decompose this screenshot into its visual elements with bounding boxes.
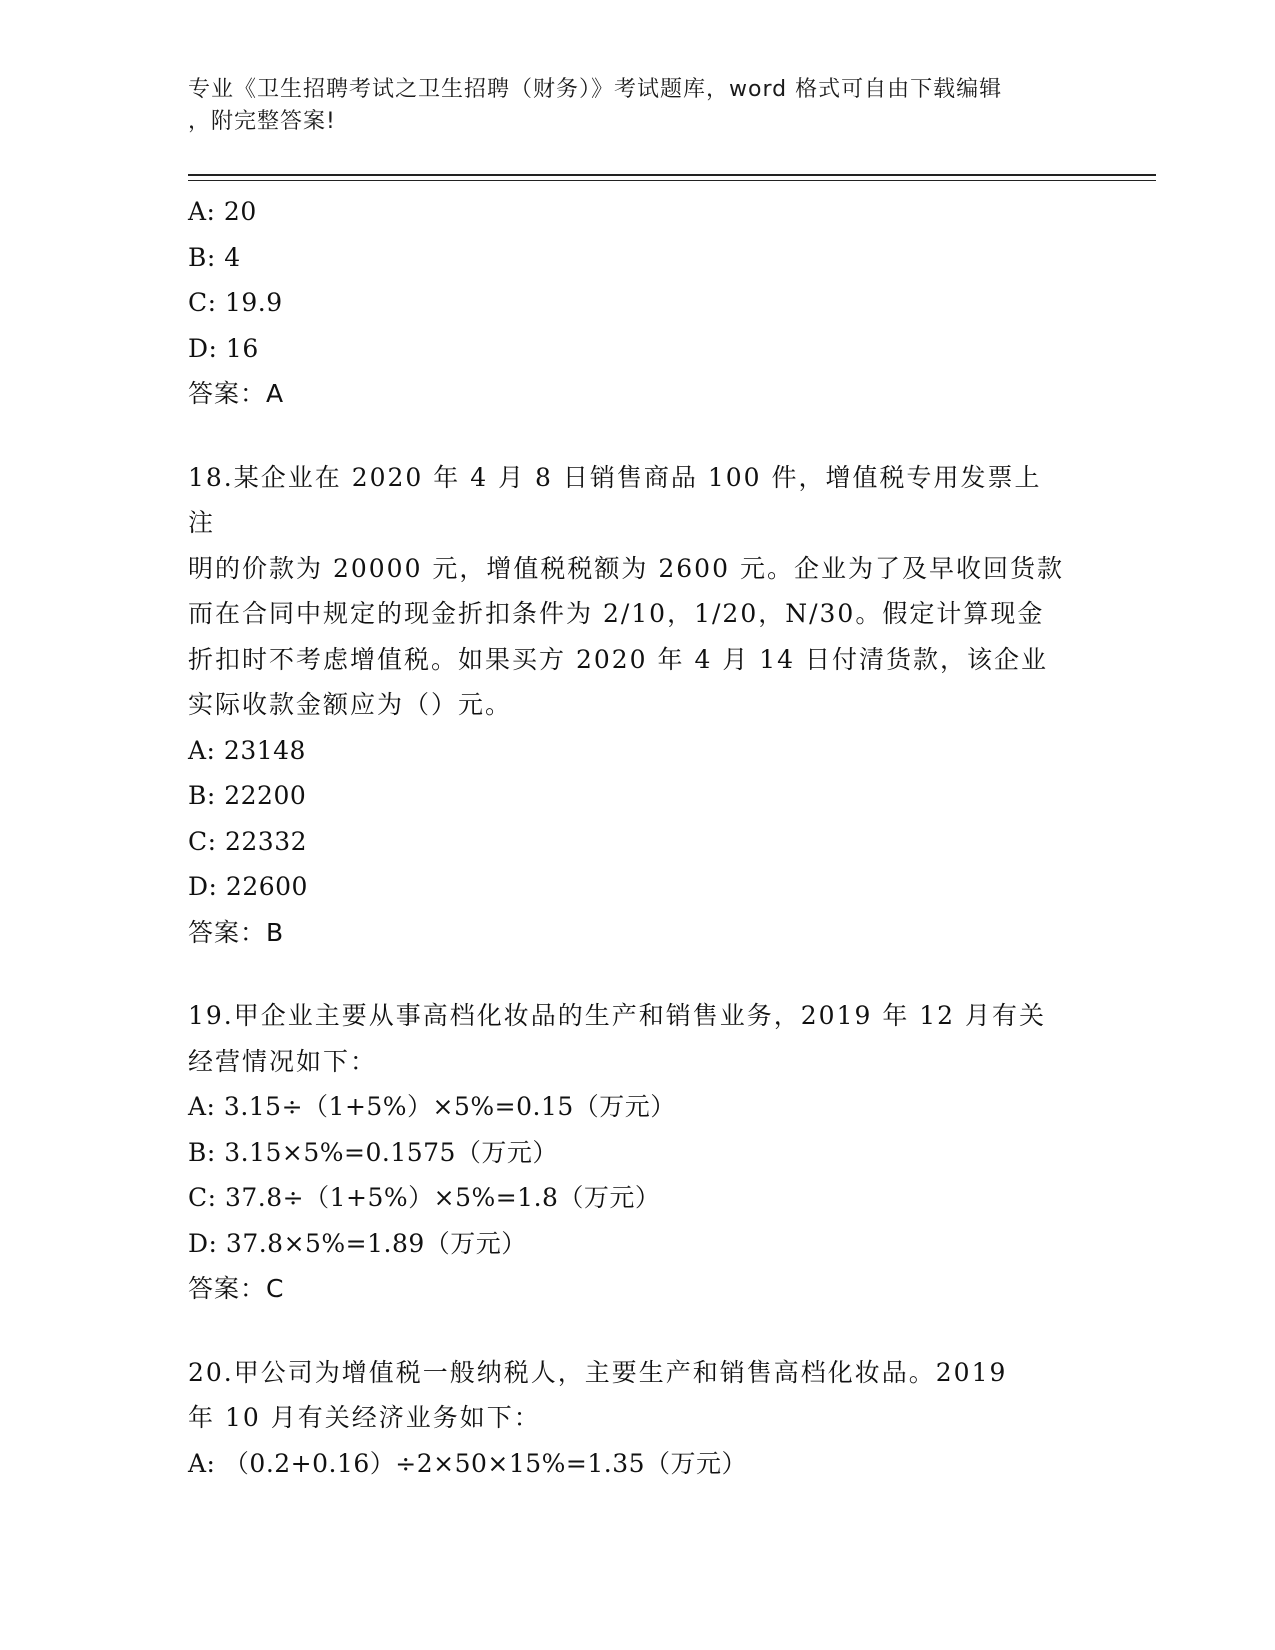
stem-line: 折扣时不考虑增值税。如果买方 2020 年 4 月 14 日付清货款，该企业	[188, 644, 1049, 674]
option-a: A: 23148	[188, 735, 306, 765]
option-a: A: 3.15÷（1+5%）×5%=0.15（万元）	[188, 1092, 676, 1121]
question-list	[188, 189, 1088, 1486]
option-c: C: 37.8÷（1+5%）×5%=1.8（万元）	[188, 1183, 661, 1212]
option-b: B: 3.15×5%=0.1575（万元）	[188, 1137, 558, 1167]
question-stem	[188, 455, 1068, 728]
stem-line: 经营情况如下：	[188, 1046, 378, 1076]
answer-line: 答案：B	[188, 917, 285, 947]
answer-line: 答案：C	[188, 1274, 285, 1303]
question-stem	[188, 993, 1068, 1084]
stem-line: 20.甲公司为增值税一般纳税人，主要生产和销售高档化妆品。2019	[188, 1357, 1008, 1387]
spacer	[188, 955, 1088, 993]
stem-line: 19.甲企业主要从事高档化妆品的生产和销售业务，2019 年 12 月有关	[188, 1001, 1047, 1030]
header-rule-thick	[188, 174, 1156, 176]
spacer	[188, 417, 1088, 455]
option-c: C: 19.9	[188, 288, 283, 317]
stem-line: 年 10 月有关经济业务如下：	[188, 1403, 541, 1432]
page-header	[188, 74, 1068, 138]
option-d: D: 22600	[188, 872, 308, 901]
header-rule-thin	[188, 180, 1156, 181]
spacer	[188, 1312, 1088, 1350]
option-a: A: （0.2+0.16）÷2×50×15%=1.35（万元）	[188, 1448, 748, 1478]
question-18	[188, 455, 1088, 956]
option-b: B: 22200	[188, 781, 307, 810]
question-stem	[188, 1350, 1068, 1441]
header-line-2: ，附完整答案!	[188, 109, 336, 134]
stem-line: 实际收款金额应为（）元。	[188, 690, 513, 719]
question-20	[188, 1350, 1088, 1487]
option-c: C: 22332	[188, 826, 308, 856]
option-d: D: 37.8×5%=1.89（万元）	[188, 1228, 527, 1258]
answer-line: 答案：A	[188, 379, 285, 408]
option-d: D: 16	[188, 333, 259, 363]
question-19	[188, 993, 1088, 1312]
stem-line: 而在合同中规定的现金折扣条件为 2/10，1/20，N/30。假定计算现金	[188, 599, 1045, 628]
question-17	[188, 189, 1088, 417]
option-b: B: 4	[188, 242, 241, 272]
stem-line: 明的价款为 20000 元，增值税税额为 2600 元。企业为了及早收回货款	[188, 553, 1064, 583]
option-a: A: 20	[188, 197, 257, 226]
stem-line: 18.某企业在 2020 年 4 月 8 日销售商品 100 件，增值税专用发票上注	[188, 462, 1042, 537]
header-line-1: 专业《卫生招聘考试之卫生招聘（财务）》考试题库，word 格式可自由下载编辑	[188, 77, 1003, 102]
